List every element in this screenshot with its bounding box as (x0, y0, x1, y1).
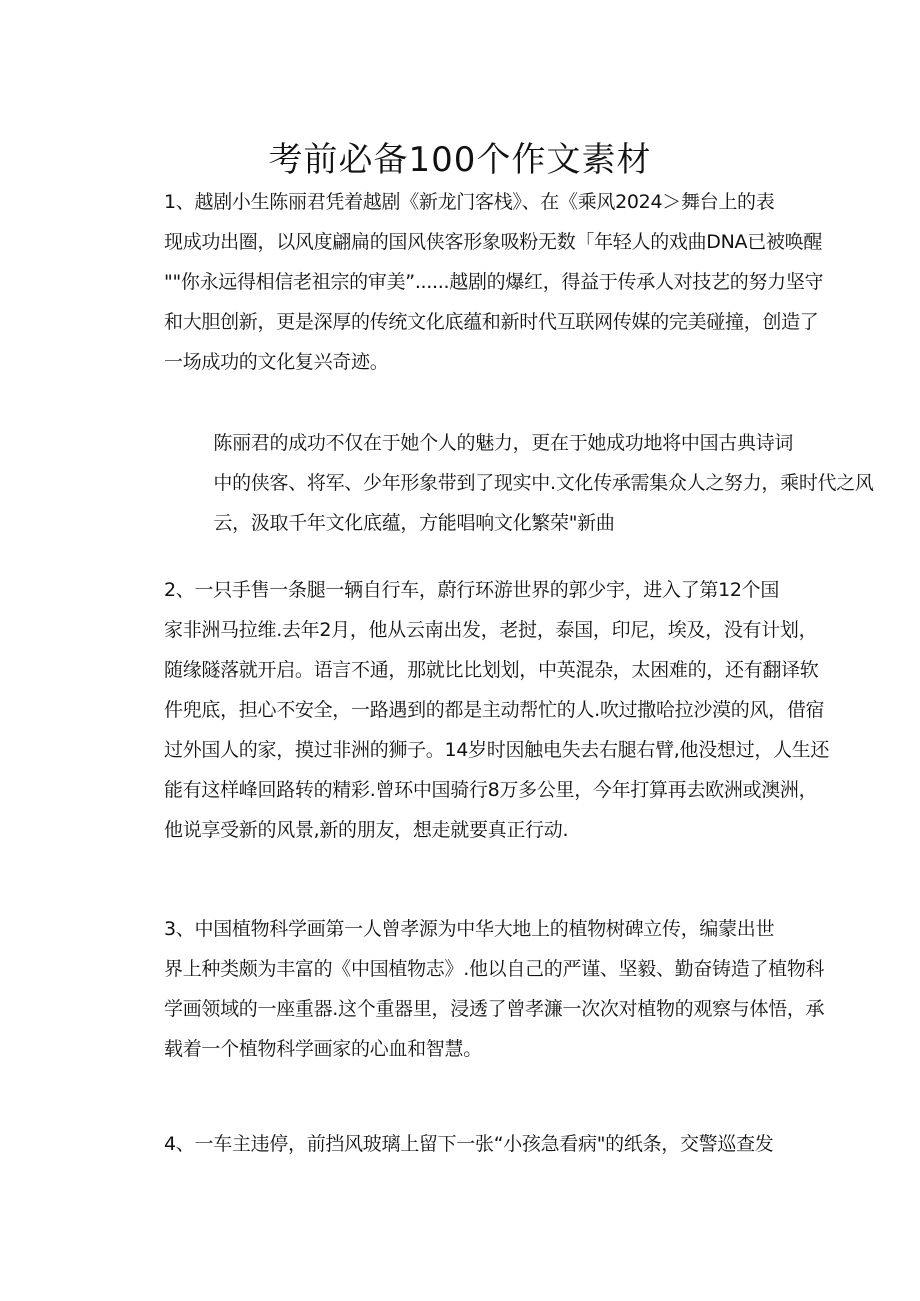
paragraph-line: 陈丽君的成功不仅在于她个人的魅力，更在于她成功地将中国古典诗词 (213, 432, 794, 454)
paragraph-line: 件兜底，担心不安全，一路遇到的都是主动帮忙的人.吹过撒哈拉沙漠的风，借宿 (164, 699, 825, 721)
paragraph-4 (126, 909, 825, 1069)
paragraph-line: 过外国人的家，摸过非洲的狮子。14岁时因触电失去右腿右臂,他没想过，人生还 (164, 739, 830, 761)
paragraph-line: 能有这样峰回路转的精彩.曾环中国骑行8万多公里，今年打算再去欧洲或澳洲， (164, 779, 818, 801)
paragraph-line: 3、中国植物科学画第一人曾孝源为中华大地上的植物树碑立传，编蒙出世 (164, 918, 775, 940)
paragraph-line: 现成功出圈，以风度翩扁的国风侠客形象吸粉无数「年轻人的戏曲DNA已被唤醒 (164, 231, 823, 253)
paragraph-line: 2、一只手售一条腿一辆自行车，蔚行环游世界的郭少宇，进入了第12个国 (164, 579, 780, 601)
paragraph-line: 界上种类颇为丰富的《中国植物志》.他以自己的严谨、坚毅、勤奋铸造了植物科 (164, 958, 825, 980)
paragraph-line: 和大胆创新，更是深厚的传统文化底蕴和新时代互联网传媒的完美碰撞，创造了 (164, 311, 819, 333)
paragraph-line: 1、越剧小生陈丽君凭着越剧《新龙门客栈》、在《乘风2024＞舞台上的表 (164, 191, 775, 213)
paragraph-line: 随缘隧落就开启。语言不通，那就比比划划，中英混杂，太困难的，还有翻译软 (164, 659, 819, 681)
paragraph-2 (126, 423, 874, 543)
document-title: 考前必备100个作文素材 (268, 139, 652, 180)
paragraph-1 (126, 182, 824, 382)
paragraph-line: ""你永远得相信老祖宗的审美”......越剧的爆红，得益于传承人对技艺的努力坚守 (164, 271, 824, 293)
paragraph-line: 云，汲取千年文化底蕴，方能唱响文化繁荣"新曲 (213, 512, 615, 534)
paragraph-3 (126, 570, 830, 850)
paragraph-5 (126, 1124, 790, 1164)
paragraph-line: 4、一车主违停，前挡风玻璃上留下一张“小孩急看病"的纸条，交警巡查发 (164, 1133, 774, 1155)
paragraph-line: 他说享受新的风景,新的朋友，想走就要真正行动. (164, 819, 569, 841)
paragraph-line: 载着一个植物科学画家的心血和智慧。 (164, 1038, 482, 1060)
paragraph-line: 一场成功的文化复兴奇迹。 (164, 351, 389, 373)
paragraph-line: 家非洲马拉维.去年2月，他从云南出发，老挝，泰国，印尼，埃及，没有计划， (164, 619, 818, 641)
paragraph-line: 学画领域的一座重器.这个重器里，浸透了曾孝濂一次次对植物的观察与体悟，承 (164, 998, 825, 1020)
paragraph-line: 中的侠客、将军、少年形象带到了现实中.文化传承需集众人之努力，乘时代之风 (213, 472, 874, 494)
